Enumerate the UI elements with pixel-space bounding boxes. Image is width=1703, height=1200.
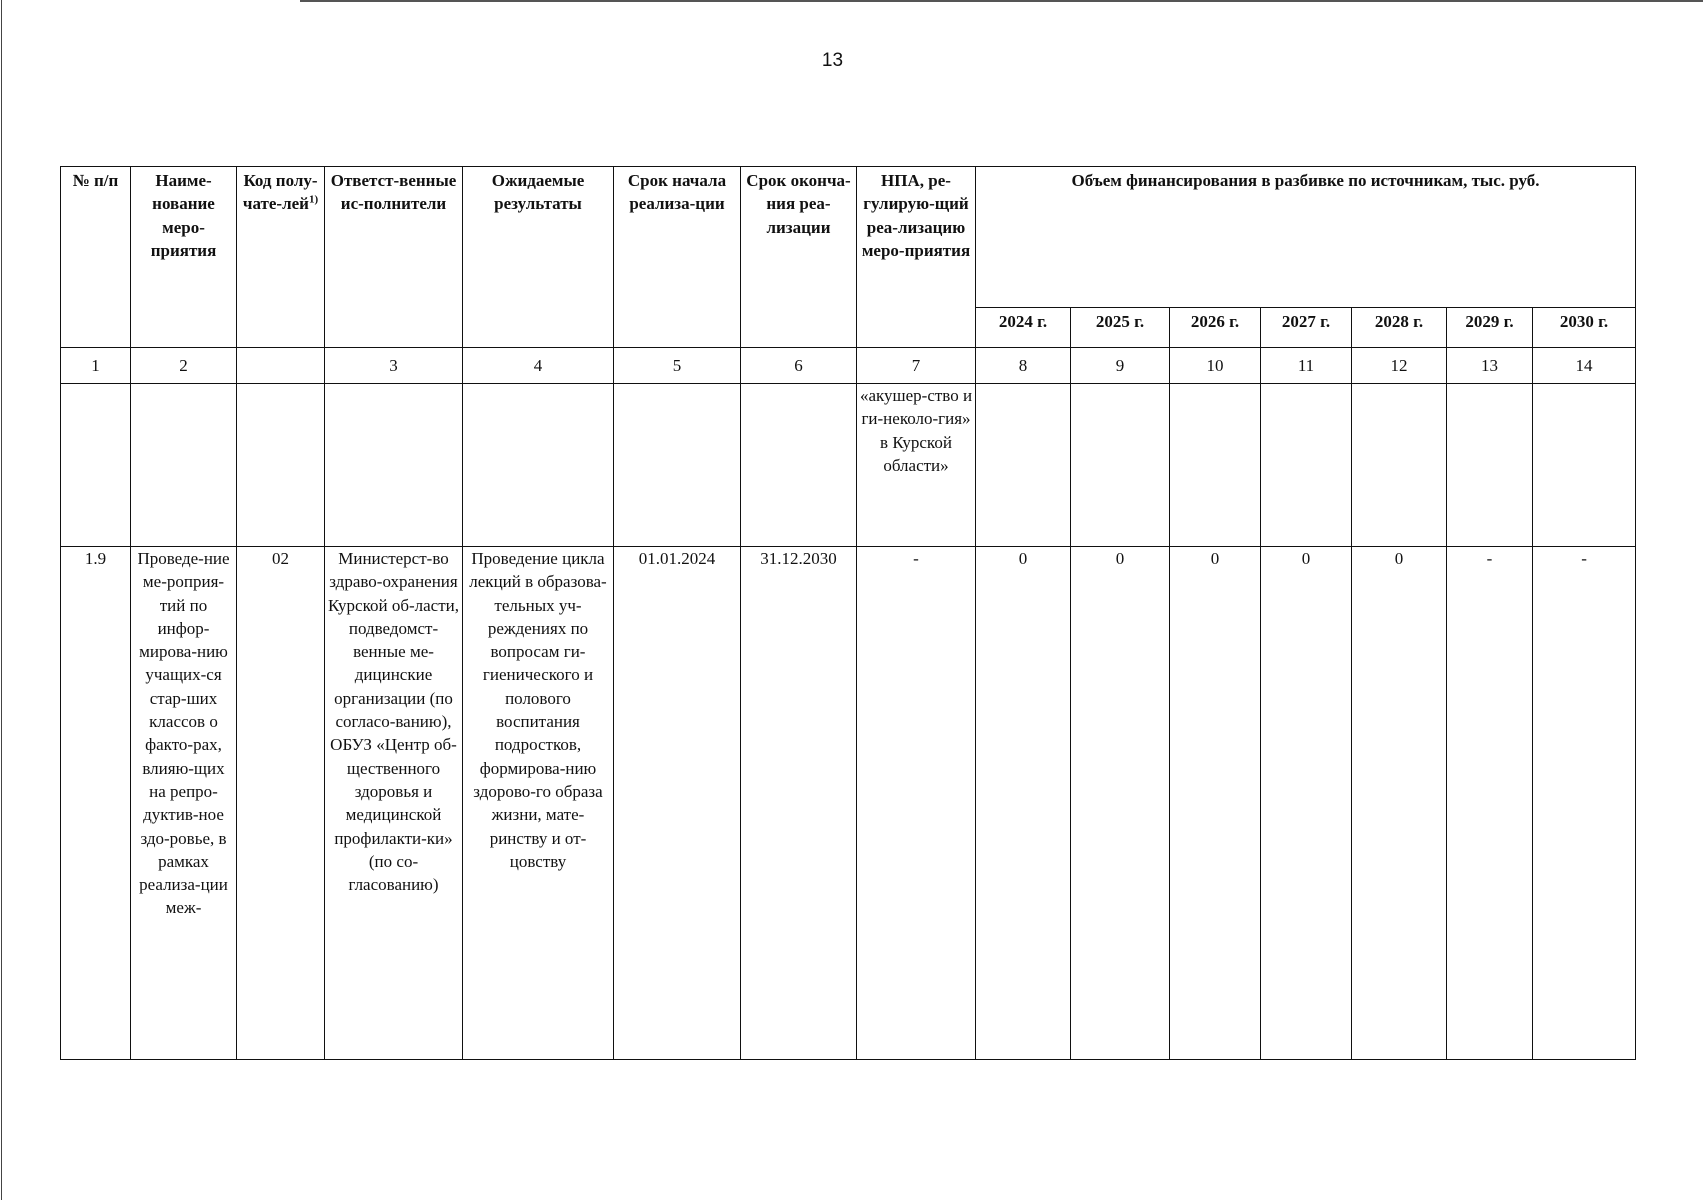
column-number-row	[61, 348, 1636, 384]
header-responsible: Ответст-венные ис-полнители	[325, 167, 463, 348]
header-funding: Объем финансирования в разбивке по источникам, тыс. руб.	[976, 167, 1636, 308]
year-header: 2028 г.	[1352, 308, 1447, 348]
header-start: Срок начала реализа-ции	[614, 167, 741, 348]
empty-cell	[1533, 384, 1636, 547]
column-number: 6	[741, 348, 857, 384]
column-number: 5	[614, 348, 741, 384]
activity-name: Проведе-ние ме-роприя-тий по инфор-мирова-нию учащих-ся стар-ших классов о факто-рах, влияю-щих на репро-дуктив-ное здо-ровье, в рамках реализа-ции меж-	[131, 547, 237, 1060]
funding-value: 0	[1352, 547, 1447, 1060]
page-number: 13	[821, 50, 844, 71]
start-date: 01.01.2024	[614, 547, 741, 1060]
continuation-row	[61, 384, 1636, 547]
column-number: 9	[1071, 348, 1170, 384]
empty-cell	[463, 384, 614, 547]
column-number: 3	[325, 348, 463, 384]
end-date: 31.12.2030	[741, 547, 857, 1060]
funding-value: -	[1533, 547, 1636, 1060]
empty-cell	[325, 384, 463, 547]
column-number: 13	[1447, 348, 1533, 384]
year-header: 2030 г.	[1533, 308, 1636, 348]
year-header: 2024 г.	[976, 308, 1071, 348]
funding-value: 0	[976, 547, 1071, 1060]
column-number: 11	[1261, 348, 1352, 384]
header-code-text: Код полу-чате-лей	[242, 171, 318, 214]
expected-results: Проведение цикла лекций в образова-тельных уч-реждениях по вопросам ги-гиенического и полового воспитания подростков, формирова-нию здорово-го образа жизни, мате-ринству и от-цовству	[463, 547, 614, 1060]
year-header: 2025 г.	[1071, 308, 1170, 348]
header-code-footnote: 1)	[308, 193, 319, 206]
header-num: № п/п	[61, 167, 131, 348]
column-number: 12	[1352, 348, 1447, 384]
funding-value: 0	[1261, 547, 1352, 1060]
header-results: Ожидаемые результаты	[463, 167, 614, 348]
empty-cell	[1071, 384, 1170, 547]
year-header: 2026 г.	[1170, 308, 1261, 348]
funding-value: -	[1447, 547, 1533, 1060]
recipient-code: 02	[237, 547, 325, 1060]
column-number: 10	[1170, 348, 1261, 384]
column-number: 7	[857, 348, 976, 384]
column-number	[237, 348, 325, 384]
empty-cell	[1352, 384, 1447, 547]
funding-value: 0	[1071, 547, 1170, 1060]
column-number: 2	[131, 348, 237, 384]
empty-cell	[131, 384, 237, 547]
year-header: 2029 г.	[1447, 308, 1533, 348]
empty-cell	[1447, 384, 1533, 547]
empty-cell	[1170, 384, 1261, 547]
column-number: 4	[463, 348, 614, 384]
npa-cell: «акушер-ство и ги-неколо-гия» в Курской области»	[857, 384, 976, 547]
empty-cell	[741, 384, 857, 547]
column-number: 1	[61, 348, 131, 384]
header-name: Наиме-нование меро-приятия	[131, 167, 237, 348]
column-number: 8	[976, 348, 1071, 384]
page-left-edge-line	[1, 0, 2, 1200]
empty-cell	[237, 384, 325, 547]
header-npa: НПА, ре-гулирую-щий реа-лизацию меро-приятия	[857, 167, 976, 348]
header-end: Срок оконча-ния реа-лизации	[741, 167, 857, 348]
header-code	[237, 167, 325, 348]
column-number: 14	[1533, 348, 1636, 384]
year-header: 2027 г.	[1261, 308, 1352, 348]
empty-cell	[976, 384, 1071, 547]
responsible-executors: Министерст-во здраво-охранения Курской об-ласти, подведомст-венные ме-дицинские организации (по согласо-ванию), ОБУЗ «Центр об-щественного здоровья и медицинской профилакти-ки» (по со-гласованию)	[325, 547, 463, 1060]
table-row	[61, 547, 1636, 1060]
npa-cell: -	[857, 547, 976, 1060]
funding-value: 0	[1170, 547, 1261, 1060]
header-row	[61, 167, 1636, 308]
row-number: 1.9	[61, 547, 131, 1060]
empty-cell	[61, 384, 131, 547]
empty-cell	[1261, 384, 1352, 547]
financing-table	[60, 166, 1636, 1060]
empty-cell	[614, 384, 741, 547]
page-top-edge-line	[300, 0, 1703, 2]
